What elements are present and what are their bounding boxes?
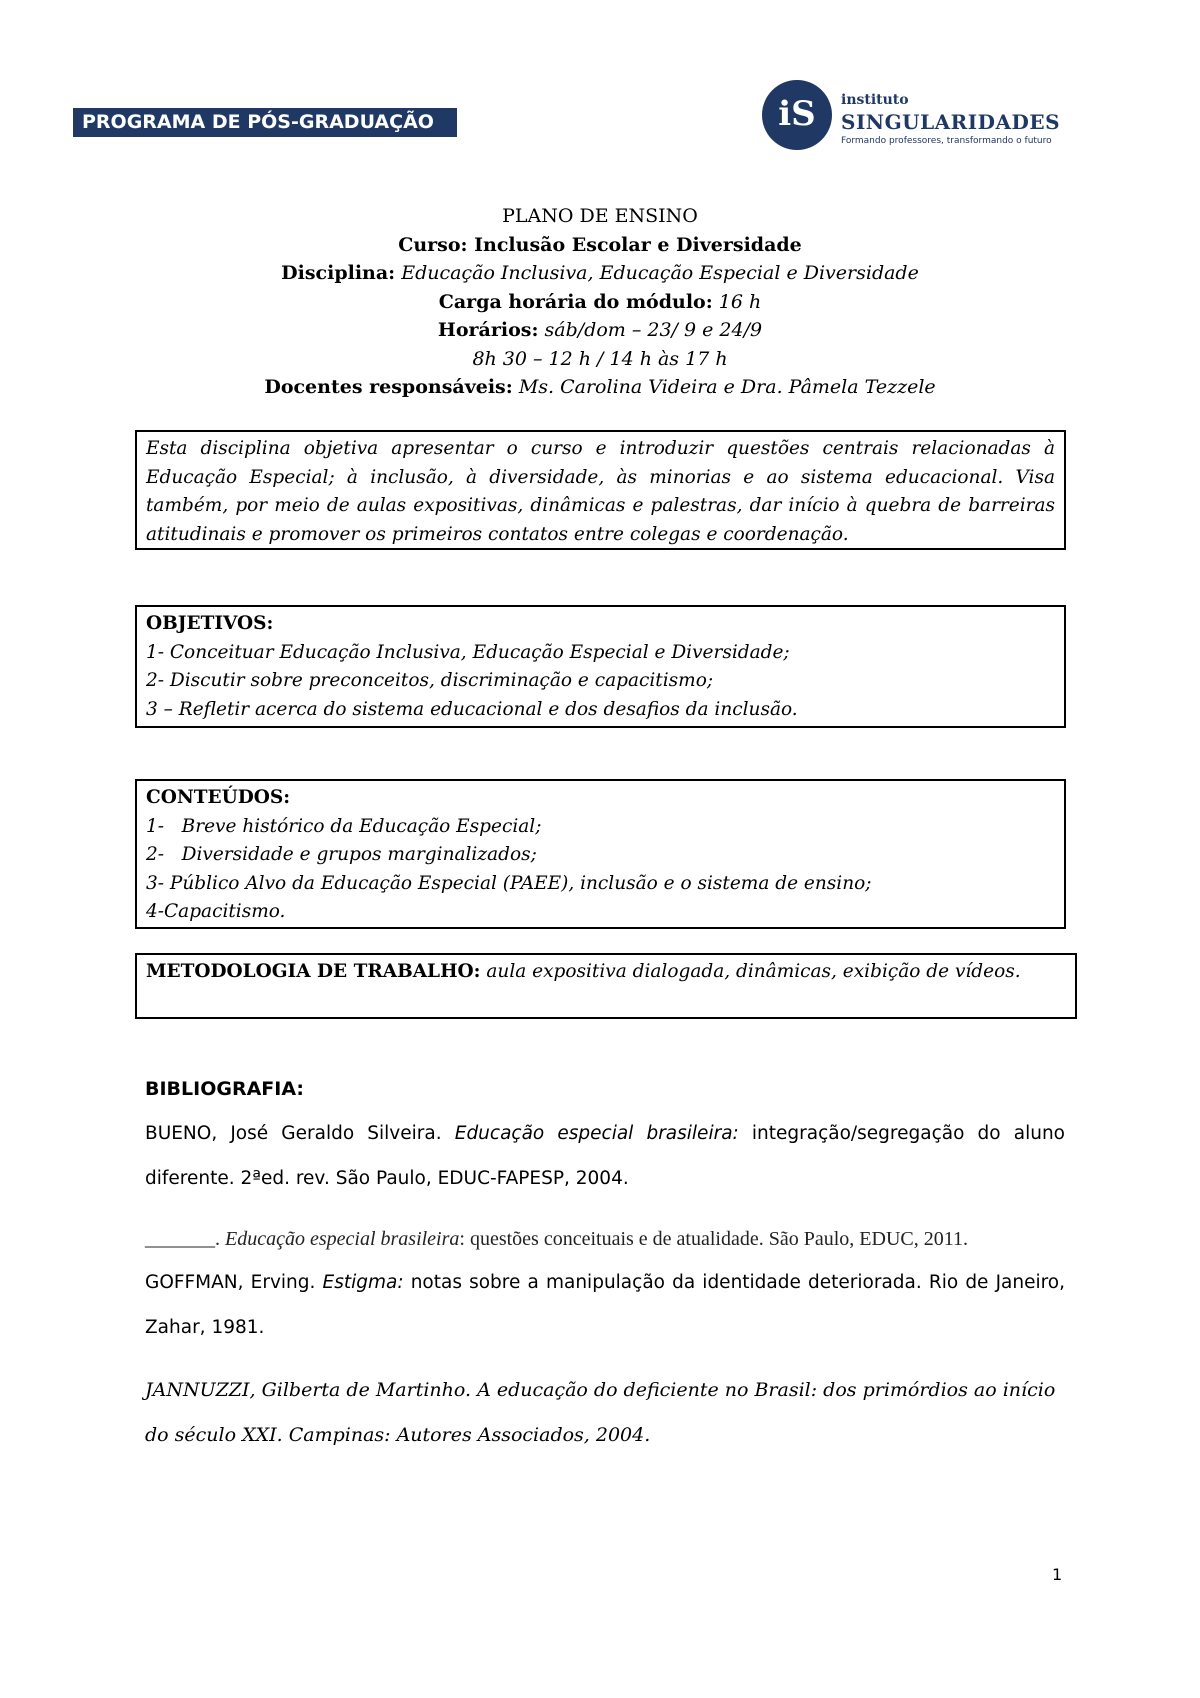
description-box: Esta disciplina objetiva apresentar o curso e introduzir questões centrais relacionadas à Educação Especial; à inclusão, à diversidade, às minorias e ao sistema educacional. Visa também, por meio de aulas expositivas, dinâmicas e palestras, dar início à quebra de barreiras atitudinais e promover os primeiros contatos entre colegas e coordenação. bbox=[135, 430, 1066, 550]
methodology-box bbox=[135, 953, 1077, 1019]
course-line: Curso: Inclusão Escolar e Diversidade bbox=[398, 233, 802, 256]
methodology-label: METODOLOGIA DE TRABALHO: bbox=[146, 961, 481, 982]
ref-details: : questões conceituais e de atualidade. São Paulo, EDUC, 2011. bbox=[459, 1228, 968, 1250]
content-item: 3- Público Alvo da Educação Especial (PAEE), inclusão e o sistema de ensino; bbox=[146, 872, 872, 894]
logo-tagline: Formando professores, transformando o futuro bbox=[841, 136, 1052, 146]
content-item: 4-Capacitismo. bbox=[146, 901, 286, 922]
bibliography-ref bbox=[145, 1260, 1065, 1350]
ref-details: notas sobre a manipulação da identidade deteriorada. Rio de Janeiro, Zahar, 1981. bbox=[145, 1272, 1066, 1338]
schedule-line bbox=[100, 316, 1100, 345]
teachers-line bbox=[100, 373, 1100, 402]
times-line: 8h 30 – 12 h / 14 h às 17 h bbox=[472, 347, 728, 370]
objectives-box bbox=[135, 605, 1066, 728]
document-header bbox=[100, 202, 1100, 402]
contents-title: CONTEÚDOS: bbox=[146, 787, 291, 808]
bibliography-ref bbox=[145, 1219, 1065, 1260]
methodology-value: aula expositiva dialogada, dinâmicas, exibição de vídeos. bbox=[486, 961, 1021, 982]
workload-label: Carga horária do módulo: bbox=[438, 290, 713, 313]
bibliography-ref bbox=[145, 1368, 1065, 1458]
ref-author: _______. bbox=[145, 1228, 225, 1250]
page-number: 1 bbox=[1052, 1565, 1063, 1584]
teachers-value: Ms. Carolina Videira e Dra. Pâmela Tezzele bbox=[518, 376, 936, 398]
page-title: PLANO DE ENSINO bbox=[502, 205, 698, 227]
bibliography-title: BIBLIOGRAFIA: bbox=[145, 1078, 304, 1100]
ref-author: BUENO, José Geraldo Silveira. bbox=[145, 1123, 455, 1144]
ref-details: integração/segregação do aluno diferente. 2ªed. rev. São Paulo, EDUC-FAPESP, 2004. bbox=[145, 1123, 1065, 1189]
teachers-label: Docentes responsáveis: bbox=[264, 376, 513, 398]
contents-box bbox=[135, 779, 1066, 929]
ref-author: GOFFMAN, Erving. bbox=[145, 1272, 323, 1293]
schedule-label: Horários: bbox=[437, 319, 539, 341]
ref-title: Educação especial brasileira bbox=[225, 1228, 460, 1250]
program-badge: PROGRAMA DE PÓS-GRADUAÇÃO bbox=[73, 108, 457, 137]
discipline-label: Disciplina: bbox=[281, 262, 396, 284]
ref-title: Estigma: bbox=[322, 1272, 404, 1293]
institute-logo bbox=[762, 80, 1062, 152]
ref-title: JANNUZZI, Gilberta de Martinho. A educação do deficiente no Brasil: dos primórdios ao início do século XXI. Campinas: Autores Associados, 2004. bbox=[145, 1379, 1056, 1446]
discipline-line bbox=[100, 259, 1100, 288]
ref-title: Educação especial brasileira: bbox=[454, 1123, 739, 1144]
objective-item: 3 – Refletir acerca do sistema educacional e dos desafios da inclusão. bbox=[146, 698, 798, 720]
bibliography-section bbox=[145, 1078, 1065, 1458]
workload-line bbox=[100, 288, 1100, 317]
logo-institute-label: instituto bbox=[841, 92, 909, 108]
content-item: 1- Breve histórico da Educação Especial; bbox=[146, 815, 542, 837]
logo-mark: iS bbox=[762, 80, 832, 150]
logo-name: SINGULARIDADES bbox=[841, 110, 1061, 134]
schedule-value: sáb/dom – 23/ 9 e 24/9 bbox=[544, 319, 763, 341]
discipline-value: Educação Inclusiva, Educação Especial e Diversidade bbox=[401, 262, 919, 284]
objective-item: 2- Discutir sobre preconceitos, discriminação e capacitismo; bbox=[146, 670, 714, 691]
objectives-title: OBJETIVOS: bbox=[146, 613, 274, 634]
objective-item: 1- Conceituar Educação Inclusiva, Educação Especial e Diversidade; bbox=[146, 641, 790, 663]
workload-value: 16 h bbox=[718, 290, 762, 313]
bibliography-ref bbox=[145, 1111, 1065, 1201]
content-item: 2- Diversidade e grupos marginalizados; bbox=[146, 844, 537, 865]
